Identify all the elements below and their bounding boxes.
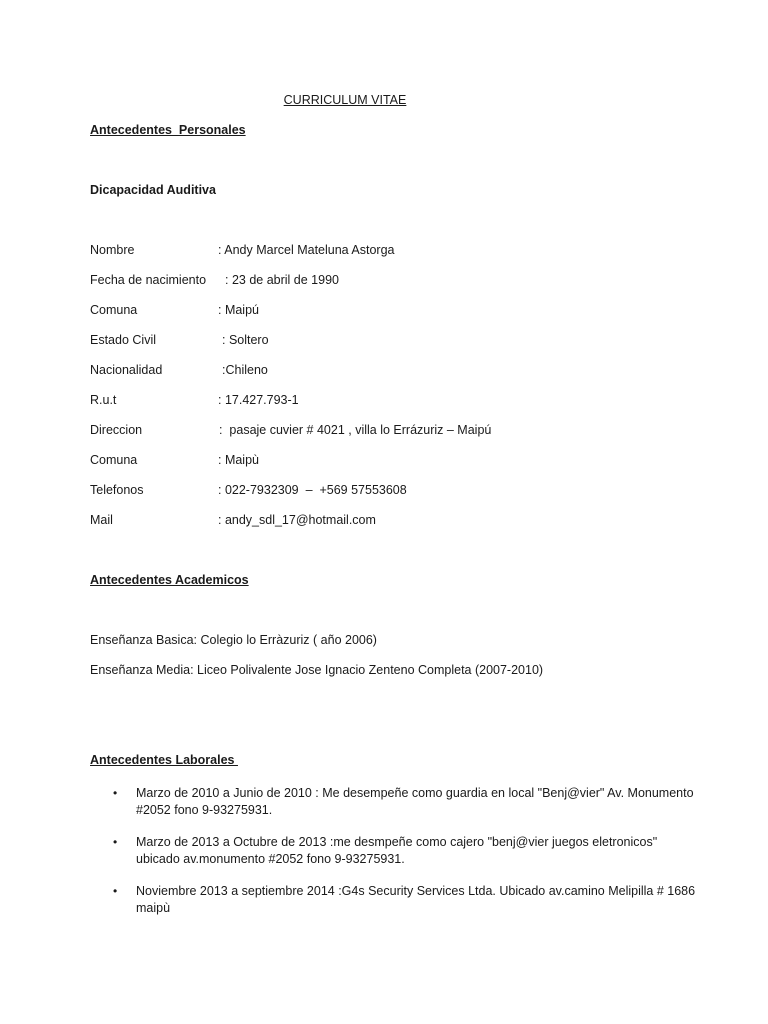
field-label-direccion: Direccion [90, 423, 143, 437]
field-value-nacionalidad: :Chileno [222, 363, 268, 377]
field-value-mail: : andy_sdl_17@hotmail.com [218, 513, 376, 527]
field-value-estado-civil: : Soltero [222, 333, 269, 347]
work-item-2: Marzo de 2013 a Octubre de 2013 :me desmpeñe como cajero "benj@vier juegos eletronicos" ubicado av.monumento #2052 fono 9-93275931. [136, 835, 658, 866]
field-value-rut: : 17.427.793-1 [218, 393, 299, 407]
field-label-mail: Mail [90, 513, 113, 527]
field-value-nombre: : Andy Marcel Mateluna Astorga [218, 243, 395, 257]
field-value-comuna-2: : Maipù [218, 453, 259, 467]
work-item-3: Noviembre 2013 a septiembre 2014 :G4s Security Services Ltda. Ubicado av.camino Melipilla # 1686 maipù [136, 884, 696, 915]
field-value-direccion: : pasaje cuvier # 4021 , villa lo Errázuriz – Maipú [219, 423, 492, 437]
academic-item-basica: Enseñanza Basica: Colegio lo Erràzuriz ( año 2006) [90, 633, 377, 647]
work-item-1: Marzo de 2010 a Junio de 2010 : Me desempeñe como guardia en local "Benj@vier" Av. Monumento #2052 fono 9-93275931. [136, 786, 694, 817]
bullet-icon: • [113, 786, 118, 800]
field-label-comuna-2: Comuna [90, 453, 138, 467]
field-label-nombre: Nombre [90, 243, 135, 257]
academic-heading: Antecedentes Academicos [90, 573, 249, 587]
document-title: CURRICULUM VITAE [283, 93, 407, 107]
bullet-icon: • [113, 884, 118, 898]
field-value-fecha-nacimiento: : 23 de abril de 1990 [225, 273, 339, 287]
academic-item-media: Enseñanza Media: Liceo Polivalente Jose Ignacio Zenteno Completa (2007-2010) [90, 663, 544, 677]
field-label-comuna: Comuna [90, 303, 138, 317]
bullet-icon: • [113, 835, 118, 849]
field-label-rut: R.u.t [90, 393, 117, 407]
work-heading: Antecedentes Laborales [90, 753, 238, 767]
field-value-comuna: : Maipú [218, 303, 259, 317]
field-label-estado-civil: Estado Civil [90, 333, 156, 347]
personal-heading: Antecedentes Personales [90, 123, 246, 137]
field-label-fecha-nacimiento: Fecha de nacimiento [90, 273, 207, 287]
disability-subheading: Dicapacidad Auditiva [90, 183, 216, 197]
field-label-nacionalidad: Nacionalidad [90, 363, 163, 377]
field-value-telefonos: : 022-7932309 – +569 57553608 [218, 483, 407, 497]
field-label-telefonos: Telefonos [90, 483, 144, 497]
